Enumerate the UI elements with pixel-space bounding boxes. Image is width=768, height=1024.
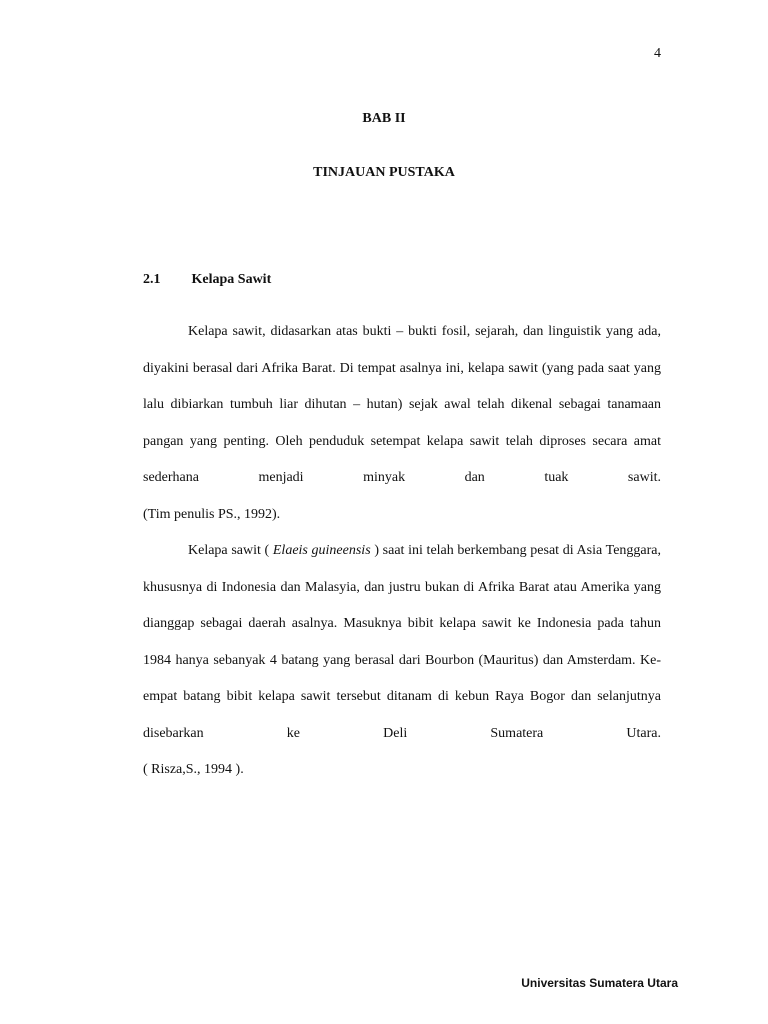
section-heading [143, 272, 271, 288]
chapter-title: TINJAUAN PUSTAKA [313, 165, 455, 180]
paragraph-1-text: Kelapa sawit, didasarkan atas bukti – bukti fosil, sejarah, dan linguistik yang ada, diyakini berasal dari Afrika Barat. Di tempat asalnya ini, kelapa sawit (yang pada saat yang lalu dibiarkan tumbuh liar dihutan – hutan) sejak awal telah dikenal sebagai tanamaan pangan yang penting. Oleh penduduk setempat kelapa sawit telah diproses secara amat sederhana menjadi minyak dan tuak sawit. [143, 324, 661, 485]
paragraph-2 [143, 533, 661, 752]
page-number: 4 [654, 46, 661, 61]
paragraph-2-citation-line [143, 752, 661, 789]
chapter-label: BAB II [362, 111, 406, 126]
section-title: Kelapa Sawit [191, 272, 272, 287]
body-text [143, 314, 661, 789]
species-name: Elaeis guineensis [272, 543, 371, 558]
footer-institution: Universitas Sumatera Utara [521, 976, 678, 990]
paragraph-1-citation: (Tim penulis PS., 1992). [143, 506, 281, 522]
paragraph-1 [143, 314, 661, 497]
paragraph-2-citation: ( Risza,S., 1994 ). [143, 762, 244, 777]
paragraph-2-text-start: Kelapa sawit ( [188, 543, 273, 558]
paragraph-2-text-rest: ) saat ini telah berkembang pesat di Asia Tenggara, khususnya di Indonesia dan Malasyia, dan justru bukan di Afrika Barat atau Amerika yang dianggap sebagai daerah asalnya. Masuknya bibit kelapa sawit ke Indonesia pada tahun 1984 hanya sebanyak 4 batang yang berasal dari Bourbon (Mauritus) dan Amsterdam. Ke-empat batang bibit kelapa sawit tersebut ditanam di kebun Raya Bogor dan selanjutnya disebarkan ke Deli Sumatera Utara. [143, 543, 661, 741]
paragraph-1-citation-line [143, 497, 661, 534]
section-number: 2.1 [143, 272, 161, 287]
